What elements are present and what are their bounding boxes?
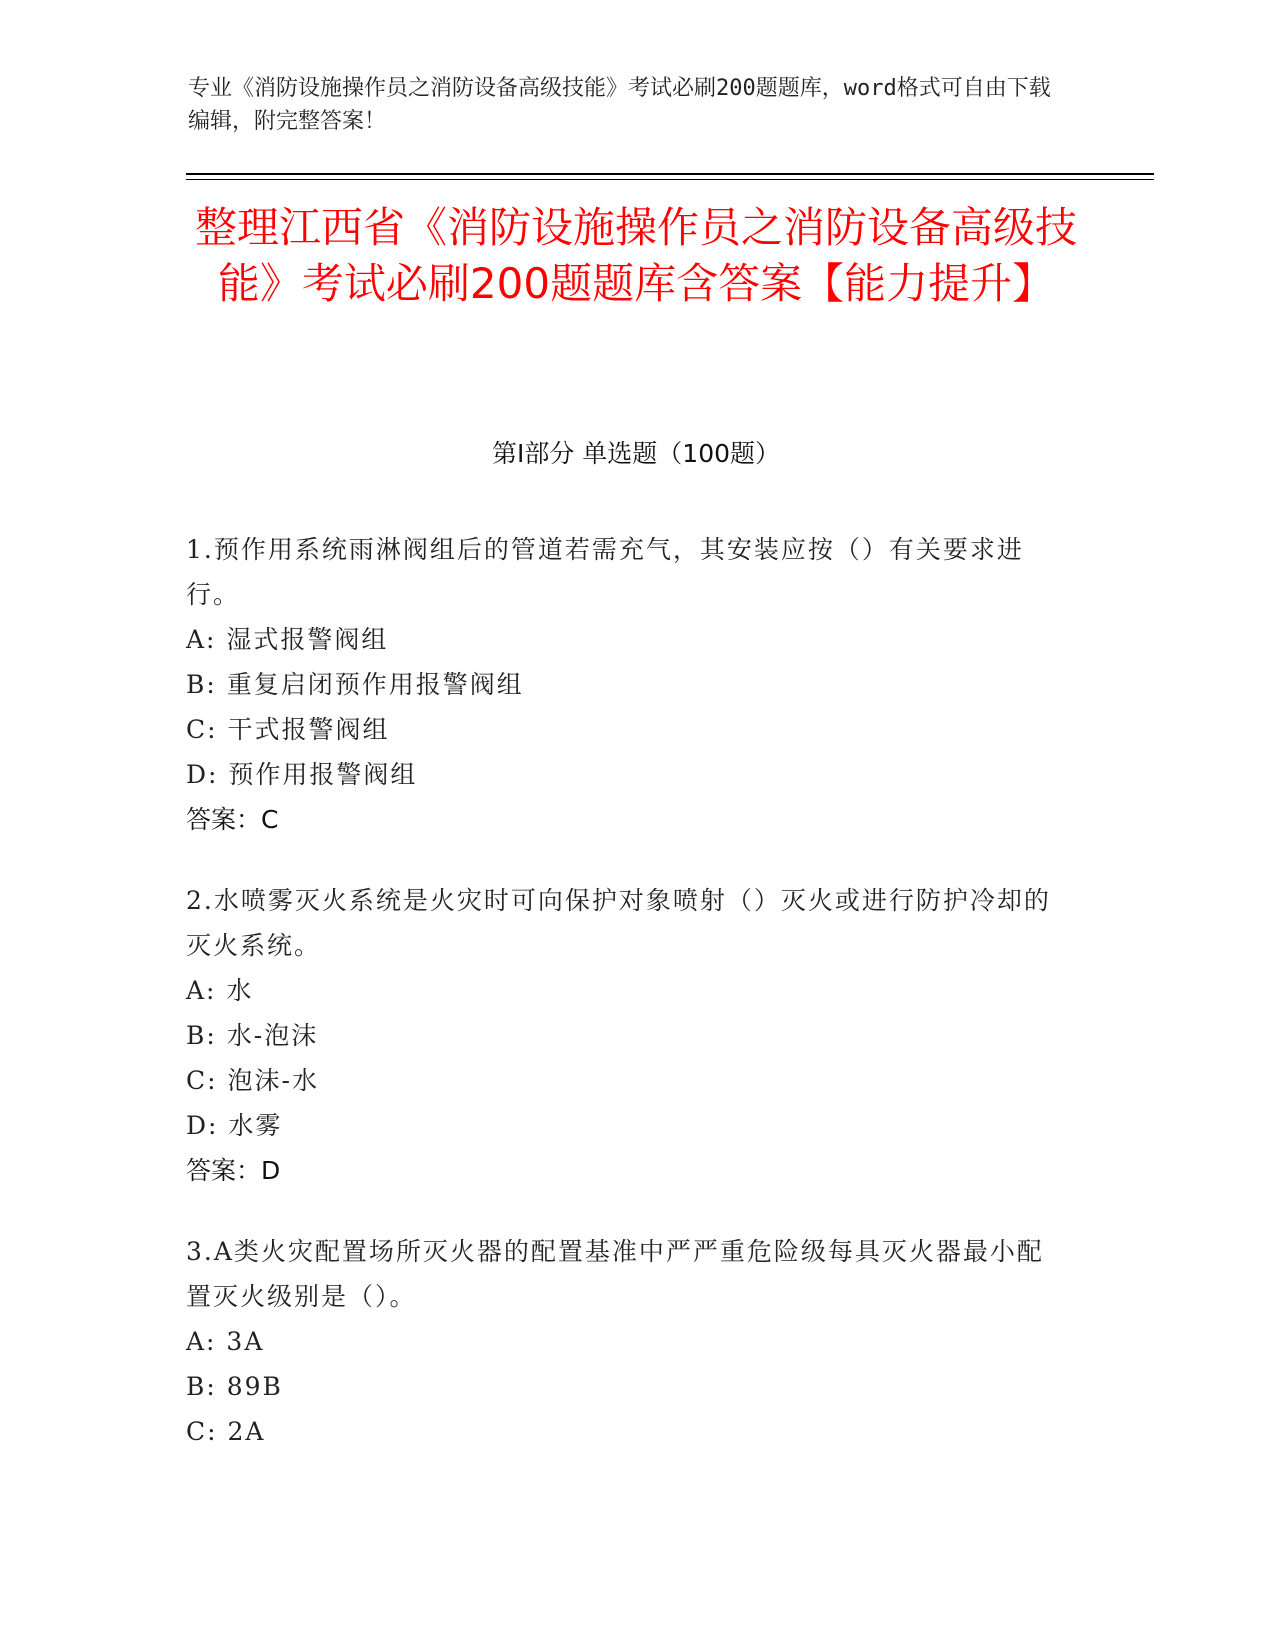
header-divider-thin [186,179,1154,180]
question-3 [186,1229,1066,1454]
answer: 答案：C [186,805,279,834]
section-title: 第I部分 单选题（100题） [491,439,781,468]
option-d: D: 水雾 [186,1111,283,1140]
question-stem: 3.A类火灾配置场所灭火器的配置基准中严严重危险级每具灭火器最小配置灭火级别是（）。 [186,1237,1044,1311]
question-2 [186,878,1066,1193]
option-c: C: 2A [186,1417,266,1446]
option-a: A: 湿式报警阀组 [186,625,389,654]
answer: 答案：D [186,1156,281,1185]
question-stem: 2.水喷雾灭火系统是火灾时可向保护对象喷射（）灭火或进行防护冷却的灭火系统。 [186,886,1051,960]
document-title: 整理江西省《消防设施操作员之消防设备高级技能》考试必刷200题题库含答案【能力提升】 [194,203,1077,308]
option-a: A: 3A [186,1327,265,1356]
option-c: C: 泡沫-水 [186,1066,319,1095]
option-b: B: 水-泡沫 [186,1021,319,1050]
option-b: B: 89B [186,1372,283,1401]
question-list [186,527,1066,1490]
option-b: B: 重复启闭预作用报警阀组 [186,670,524,699]
question-1 [186,527,1066,842]
option-d: D: 预作用报警阀组 [186,760,418,789]
option-c: C: 干式报警阀组 [186,715,390,744]
question-stem: 1.预作用系统雨淋阀组后的管道若需充气，其安装应按（）有关要求进行。 [186,535,1024,609]
header-note: 专业《消防设施操作员之消防设备高级技能》考试必刷200题题库，word格式可自由下载编辑，附完整答案！ [188,76,1051,134]
header-divider-thick [186,173,1154,175]
option-a: A: 水 [186,976,254,1005]
